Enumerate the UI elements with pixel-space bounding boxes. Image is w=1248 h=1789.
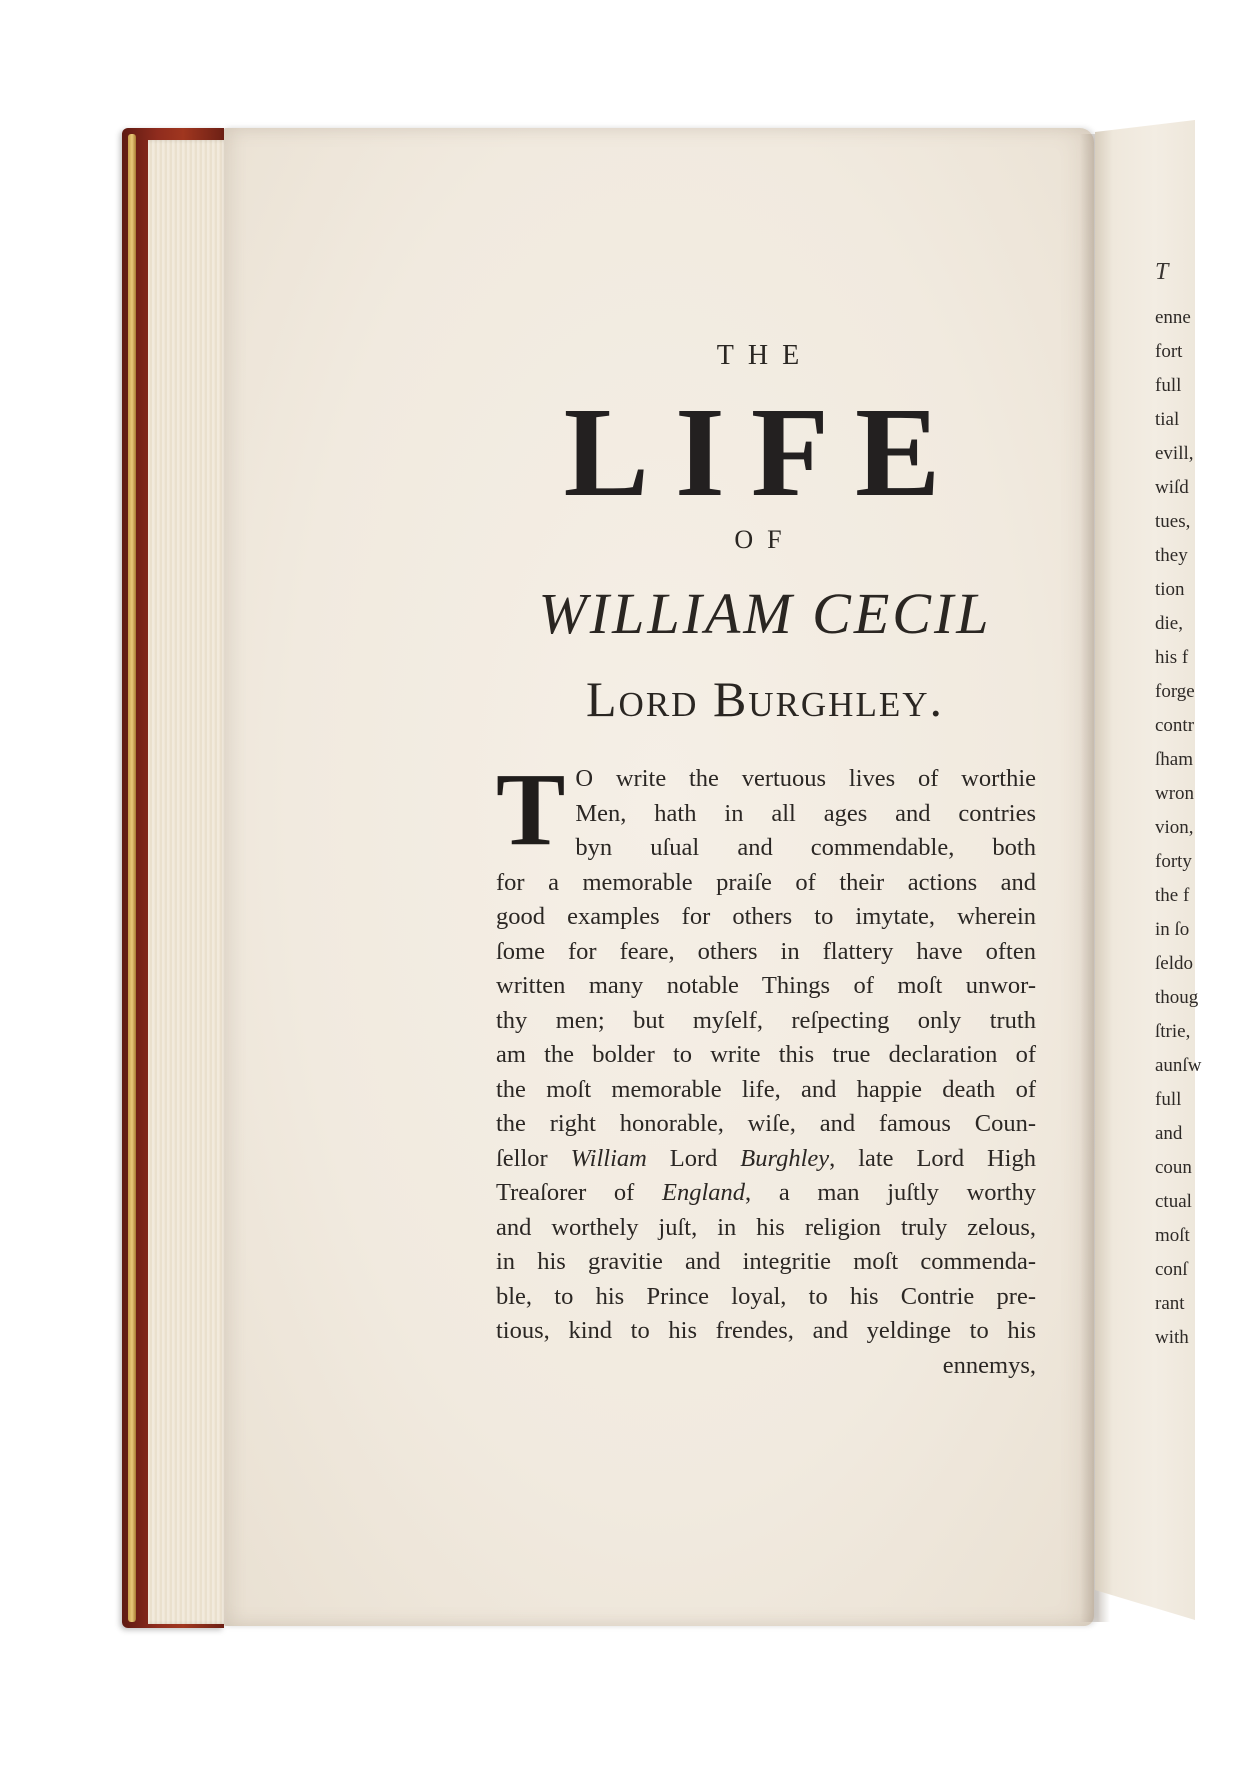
body-line: Men, hath in all ages and contries bbox=[575, 799, 1036, 827]
right-line: moſt bbox=[1155, 1225, 1190, 1246]
body-line: and worthely juſt, in his religion truly zelous, bbox=[496, 1213, 1036, 1241]
body-line: written many notable Things of moſt unwor- bbox=[496, 972, 1036, 999]
right-line: contr bbox=[1155, 715, 1195, 736]
title-lord: Lord Burghley. bbox=[586, 671, 944, 727]
right-line: wiſd bbox=[1155, 477, 1189, 498]
right-line: enne bbox=[1155, 307, 1191, 328]
right-line: aunſw bbox=[1155, 1055, 1202, 1076]
body-text bbox=[496, 752, 1036, 1383]
right-line: ſham bbox=[1155, 749, 1193, 770]
right-line: in ſo bbox=[1155, 919, 1190, 940]
body-fragment: Treaſorer of bbox=[496, 1179, 662, 1206]
right-line: and bbox=[1155, 1123, 1183, 1144]
right-line: vion, bbox=[1155, 817, 1194, 838]
right-line: evill, bbox=[1155, 443, 1194, 464]
title-life: LIFE bbox=[563, 381, 967, 523]
body-fragment: , a man juſtly worthy bbox=[745, 1179, 1036, 1206]
right-line: they bbox=[1155, 545, 1188, 566]
body-line: O write the vertuous lives of worthie bbox=[575, 765, 1036, 792]
body-fragment: , late Lord High bbox=[829, 1144, 1036, 1172]
page-block-edges bbox=[148, 140, 230, 1624]
right-line: full bbox=[1155, 1089, 1182, 1110]
right-line: ctual bbox=[1155, 1191, 1192, 1212]
right-line: rant bbox=[1155, 1293, 1185, 1314]
right-line: coun bbox=[1155, 1157, 1192, 1178]
body-italic: England bbox=[662, 1179, 746, 1206]
body-line: thy men; but myſelf, reſpecting only truth bbox=[496, 1006, 1036, 1034]
body-fragment: ſellor bbox=[496, 1144, 571, 1172]
right-line: thoug bbox=[1155, 987, 1199, 1008]
title-the: THE bbox=[716, 340, 814, 371]
right-line: his f bbox=[1155, 647, 1189, 668]
right-line: ſeldo bbox=[1155, 953, 1193, 974]
right-line: wron bbox=[1155, 783, 1195, 804]
right-line: ſtrie, bbox=[1155, 1021, 1191, 1042]
right-line: forge bbox=[1155, 681, 1195, 702]
drop-cap: T bbox=[496, 752, 566, 867]
right-line: die, bbox=[1155, 613, 1183, 634]
title-name: WILLIAM CECIL bbox=[538, 581, 992, 646]
body-line: in his gravitie and integritie moſt commenda- bbox=[496, 1248, 1036, 1275]
body-line: the right honorable, wiſe, and famous Coun- bbox=[496, 1110, 1036, 1137]
body-line bbox=[496, 1142, 1036, 1177]
right-line: tues, bbox=[1155, 511, 1191, 532]
right-line: with bbox=[1155, 1327, 1189, 1348]
body-line bbox=[496, 1176, 1036, 1211]
body-line: byn uſual and commendable, both bbox=[575, 834, 1036, 861]
body-line: tious, kind to his frendes, and yeldinge to his bbox=[496, 1317, 1036, 1344]
body-italic: William bbox=[570, 1144, 647, 1172]
catchword: ennemys, bbox=[942, 1351, 1036, 1379]
body-line: ble, to his Prince loyal, to his Contrie pre- bbox=[496, 1282, 1036, 1310]
right-line: fort bbox=[1155, 341, 1183, 362]
right-line: conſ bbox=[1155, 1259, 1188, 1280]
body-line: good examples for others to imytate, wherein bbox=[496, 903, 1036, 930]
right-line: the f bbox=[1155, 885, 1190, 906]
right-page-text bbox=[1155, 255, 1215, 1355]
body-italic: Burghley bbox=[740, 1144, 830, 1172]
right-line: tion bbox=[1155, 579, 1185, 600]
gilt-edge-tooling bbox=[128, 134, 136, 1622]
body-fragment: Lord bbox=[646, 1144, 741, 1172]
body-line: am the bolder to write this true declaration of bbox=[496, 1041, 1036, 1068]
title-of: OF bbox=[734, 525, 796, 554]
right-line: full bbox=[1155, 375, 1182, 396]
body-line: ſome for feare, others in flattery have often bbox=[496, 937, 1036, 965]
body-line: for a memorable praiſe of their actions and bbox=[496, 868, 1036, 896]
body-line: the moſt memorable life, and happie death of bbox=[496, 1075, 1036, 1103]
right-page-heading: T bbox=[1155, 259, 1169, 285]
right-line: forty bbox=[1155, 851, 1192, 872]
right-line: tial bbox=[1155, 409, 1180, 430]
